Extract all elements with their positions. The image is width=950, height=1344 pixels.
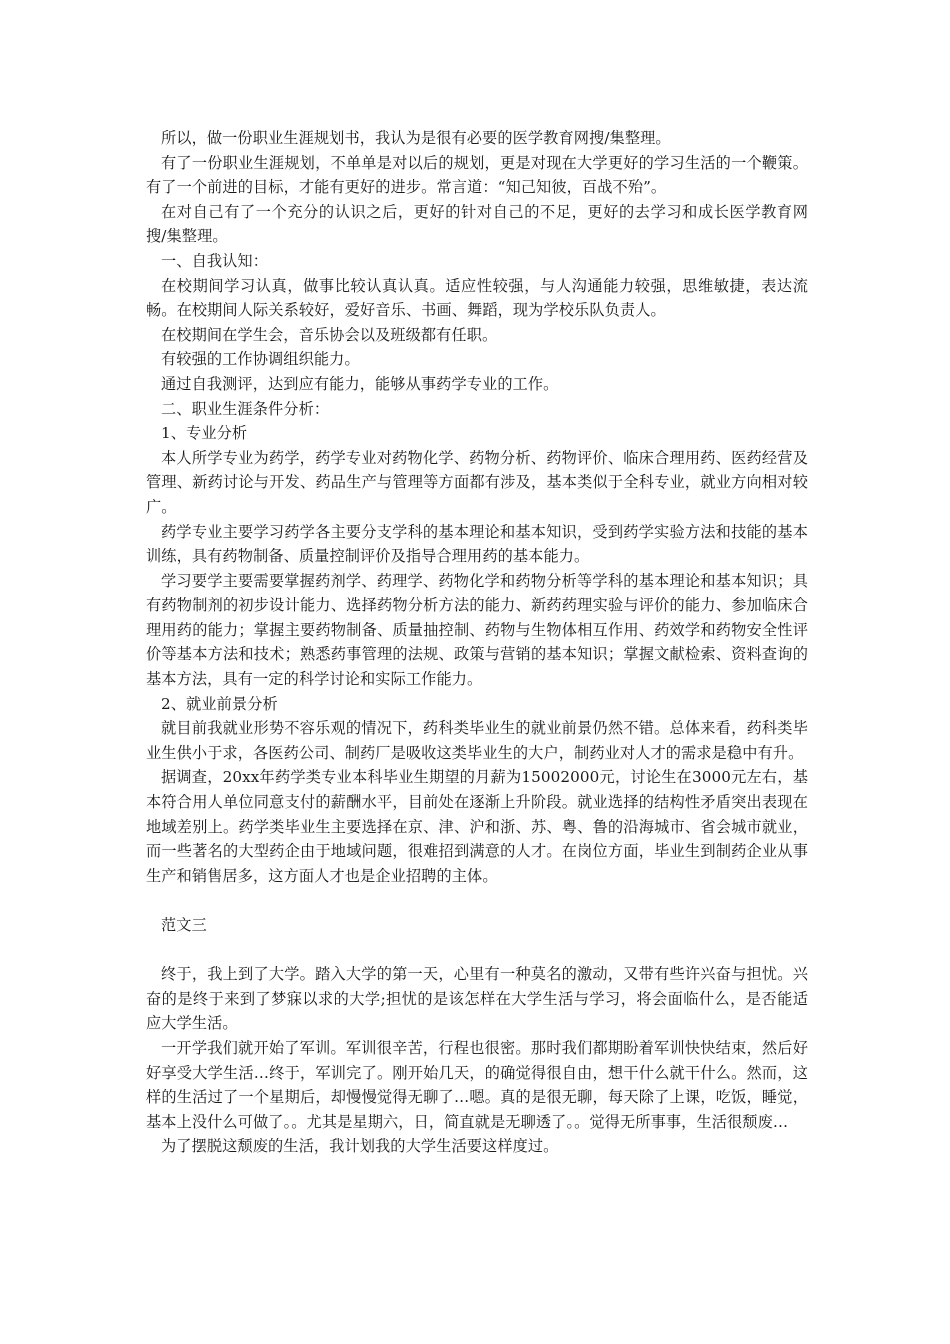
heading-major-analysis: 1、专业分析 xyxy=(161,424,248,443)
paragraph-career-plan-necessity: 所以，做一份职业生涯规划书，我认为是很有必要的医学教育网搜/集整理。 xyxy=(161,129,671,147)
paragraph-plan-intro: 为了摆脱这颓废的生活，我计划我的大学生活要这样度过。 xyxy=(161,1137,559,1156)
document-page xyxy=(146,126,808,1159)
heading-employment-outlook: 2、就业前景分析 xyxy=(161,694,278,713)
paragraph-employment-situation: 就目前我就业形势不容乐观的情况下，药科类毕业生的就业前景仍然不错。总体来看，药科类毕业生供小于求，各医药公司、制药厂是吸收这类毕业生的大户，制药业对人才的需求是稳中有升。 xyxy=(146,719,808,762)
paragraph-entering-university: 终于，我上到了大学。踏入大学的第一天，心里有一种莫名的激动，又带有些许兴奋与担忧。兴奋的是终于来到了梦寐以求的大学;担忧的是该怎样在大学生活与学习，将会面临什么，是否能适应大学生活。 xyxy=(146,965,808,1033)
paragraph-salary-survey: 据调查，20xx年药学类专业本科毕业生期望的月薪为15002000元，讨论生在3000元左右，基本符合用人单位同意支付的薪酬水平，目前处在逐渐上升阶段。就业选择的结构性矛盾突出表现在地域差别上。药学类毕业生主要选择在京、津、沪和浙、苏、粤、鲁的沿海城市、省会城市就业，而一些著名的大型药企由于地域问题，很难招到满意的人才。在岗位方面，毕业生到制药企业从事生产和销售居多，这方面人才也是企业招聘的主体。 xyxy=(146,768,808,885)
paragraph-career-plan-value: 有了一份职业生涯规划，不单单是对以后的规划，更是对现在大学更好的学习生活的一个鞭策。有了一个前进的目标，才能有更好的进步。常言道：“知己知彼，百战不殆”。 xyxy=(146,153,808,197)
blank-line xyxy=(146,888,808,913)
paragraph-military-training: 一开学我们就开始了军训。军训很辛苦，行程也很密。那时我们都期盼着军训快快结束，然后好好享受大学生活…终于，军训完了。刚开始几天，的确觉得很自由，想干什么就干什么。然而，这样的生活过了一个星期后，却慢慢觉得无聊了…嗯。真的是很无聊，每天除了上课，吃饭，睡觉，基本上没什么可做了。。尤其是星期六，日，简直就是无聊透了。。觉得无所事事，生活很颓废… xyxy=(146,1038,808,1131)
paragraph-major-training: 药学专业主要学习药学各主要分支学科的基本理论和基本知识，受到药学实验方法和技能的基本训练，具有药物制备、质量控制评价及指导合理用药的基本能力。 xyxy=(146,522,808,566)
paragraph-school-performance: 在校期间学习认真，做事比较认真认真。适应性较强，与人沟通能力较强，思维敏捷，表达流畅。在校期间人际关系较好，爱好音乐、书画、舞蹈，现为学校乐队负责人。 xyxy=(146,276,808,320)
heading-self-awareness: 一、自我认知： xyxy=(161,251,269,270)
heading-career-conditions: 二、职业生涯条件分析： xyxy=(161,399,330,418)
paragraph-major-overview: 本人所学专业为药学，药学专业对药物化学、药物分析、药物评价、临床合理用药、医药经营及管理、新药讨论与开发、药品生产与管理等方面都有涉及，基本类似于全科专业，就业方向相对较广。 xyxy=(146,448,808,516)
paragraph-learning-requirements: 学习要学主要需要掌握药剂学、药理学、药物化学和药物分析等学科的基本理论和基本知识；具有药物制剂的初步设计能力、选择药物分析方法的能力、新药药理实验与评价的能力、参加临床合理用药的能力；掌握主要药物制备、质量抽控制、药物与生物体相互作用、药效学和药物安全性评价等基本方法和技术；熟悉药事管理的法规、政策与营销的基本知识；掌握文献检索、资料查询的基本方法，具有一定的科学讨论和实际工作能力。 xyxy=(146,571,808,689)
paragraph-student-roles: 在校期间在学生会，音乐协会以及班级都有任职。 xyxy=(161,325,498,344)
paragraph-organization-ability: 有较强的工作协调组织能力。 xyxy=(161,350,360,369)
paragraph-self-improvement: 在对自己有了一个充分的认识之后，更好的针对自己的不足，更好的去学习和成长医学教育网搜/集整理。 xyxy=(146,202,808,246)
blank-line xyxy=(146,938,808,963)
paragraph-self-assessment: 通过自我测评，达到应有能力，能够从事药学专业的工作。 xyxy=(161,374,559,393)
section-title: 范文三 xyxy=(161,916,207,934)
